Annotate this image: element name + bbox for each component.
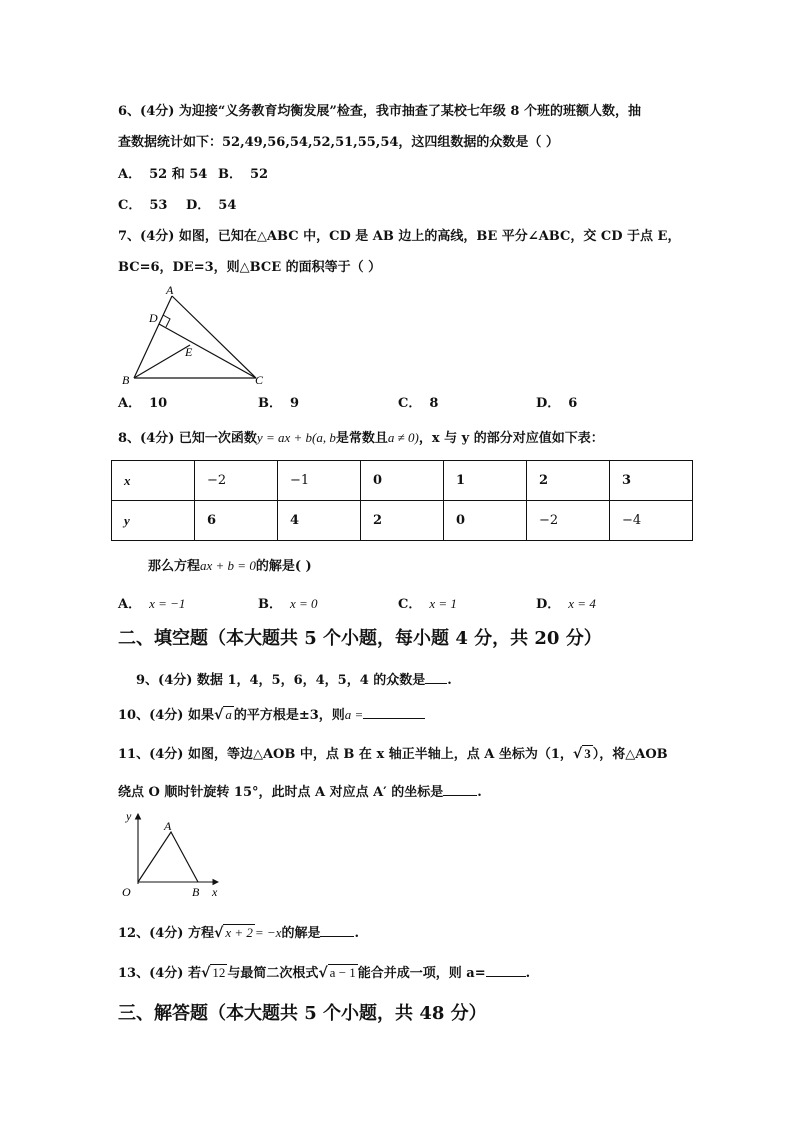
q12-answer-blank[interactable] <box>320 922 354 937</box>
q8-option-a: A． x = −1 <box>118 596 186 612</box>
q9-answer-blank[interactable] <box>425 669 447 684</box>
q7-triangle-figure <box>118 284 278 392</box>
table-cell: 3 <box>610 461 693 501</box>
q7-label-d: D <box>149 311 158 325</box>
q7-option-a: A． 10 <box>118 396 168 411</box>
q11-label-y: y <box>126 809 132 823</box>
q7-label-b: B <box>122 373 130 387</box>
table-cell: −2 <box>527 501 610 541</box>
table-header-x: x <box>112 461 195 501</box>
sqrt-icon: √ <box>318 965 328 981</box>
q10-answer-blank[interactable] <box>363 704 425 719</box>
sqrt-icon: √ <box>200 965 211 981</box>
q7-line2: BC=6，DE=3，则△BCE 的面积等于（ ） <box>118 260 382 275</box>
q6-option-b: B． 52 <box>218 167 269 182</box>
sqrt-icon: √ <box>213 925 224 941</box>
q10-line: 10、(4分) 如果√ a 的平方根是±3，则a = <box>118 704 425 724</box>
section3-heading: 三、解答题（本大题共 5 个小题，共 48 分） <box>118 1003 487 1024</box>
q11-label-o: O <box>122 885 131 899</box>
q11-coordinate-figure <box>118 808 228 900</box>
q7-bisector-be <box>134 345 190 378</box>
q7-option-b: B． 9 <box>258 396 300 411</box>
q7-label-c: C <box>255 373 264 387</box>
table-cell: 1 <box>444 461 527 501</box>
q6-line1: 6、(4分) 为迎接“义务教育均衡发展”检查，我市抽查了某校七年级 8 个班的班额人数，抽 <box>118 104 641 119</box>
q11-label-a: A <box>164 819 172 833</box>
q8-option-d: D． x = 4 <box>536 596 596 612</box>
table-cell: 0 <box>444 501 527 541</box>
q6-option-d: D． 54 <box>186 198 237 213</box>
q7-label-a: A <box>166 284 174 297</box>
table-cell: −2 <box>195 461 278 501</box>
table-row <box>112 461 693 501</box>
q11-label-x: x <box>212 885 218 899</box>
q7-option-d: D． 6 <box>536 396 578 411</box>
table-cell: 4 <box>278 501 361 541</box>
q11-line1: 11、(4分) 如图，等边△AOB 中，点 B 在 x 轴正半轴上，点 A 坐标为（1，√ 3 ），将△AOB <box>118 746 668 762</box>
sqrt-icon: √ <box>572 746 583 762</box>
q13-answer-blank[interactable] <box>486 962 526 977</box>
q8-option-b: B． x = 0 <box>258 596 318 612</box>
q8-option-c: C． x = 1 <box>398 596 457 612</box>
q7-side-ab <box>134 296 172 378</box>
section2-heading: 二、填空题（本大题共 5 个小题，每小题 4 分，共 20 分） <box>118 628 602 649</box>
q7-label-e: E <box>185 345 193 359</box>
q12-line: 12、(4分) 方程√ x + 2 = −x的解是 . <box>118 922 359 942</box>
q8-question: 那么方程ax + b = 0的解是( ) <box>148 558 312 574</box>
q8-value-table <box>111 460 693 541</box>
table-cell: 6 <box>195 501 278 541</box>
q7-altitude-cd <box>159 324 256 378</box>
table-cell: 0 <box>361 461 444 501</box>
table-cell: −4 <box>610 501 693 541</box>
q13-line: 13、(4分) 若√ 12 与最简二次根式√ a − 1 能合并成一项，则 a= . <box>118 962 530 982</box>
q6-option-a: A． 52 和 54 <box>118 167 208 182</box>
q6-line2: 查数据统计如下：52,49,56,54,52,51,55,54，这四组数据的众数是（ ） <box>118 135 559 150</box>
table-cell: 2 <box>361 501 444 541</box>
table-row <box>112 501 693 541</box>
q11-answer-blank[interactable] <box>443 781 477 796</box>
q7-side-ac <box>172 296 256 378</box>
q11-triangle-aob <box>138 832 198 882</box>
q11-line2: 绕点 O 顺时针旋转 15°，此时点 A 对应点 A′ 的坐标是 . <box>118 781 482 801</box>
table-cell: 2 <box>527 461 610 501</box>
q8-line1: 8、(4分) 已知一次函数y = ax + b(a, b是常数且a ≠ 0)，x 与 y 的部分对应值如下表： <box>118 430 604 446</box>
sqrt-icon: √ <box>213 707 224 723</box>
q6-option-c: C． 53 <box>118 198 168 213</box>
q7-line1: 7、(4分) 如图，已知在△ABC 中，CD 是 AB 边上的高线，BE 平分∠ABC，交 CD 于点 E， <box>118 229 681 244</box>
table-cell: −1 <box>278 461 361 501</box>
table-header-y: y <box>112 501 195 541</box>
q7-right-angle-mark <box>163 315 170 327</box>
q7-option-c: C． 8 <box>398 396 439 411</box>
q9-line: 9、(4分) 数据 1，4，5，6，4，5，4 的众数是 . <box>136 669 452 689</box>
q11-label-b: B <box>192 885 200 899</box>
